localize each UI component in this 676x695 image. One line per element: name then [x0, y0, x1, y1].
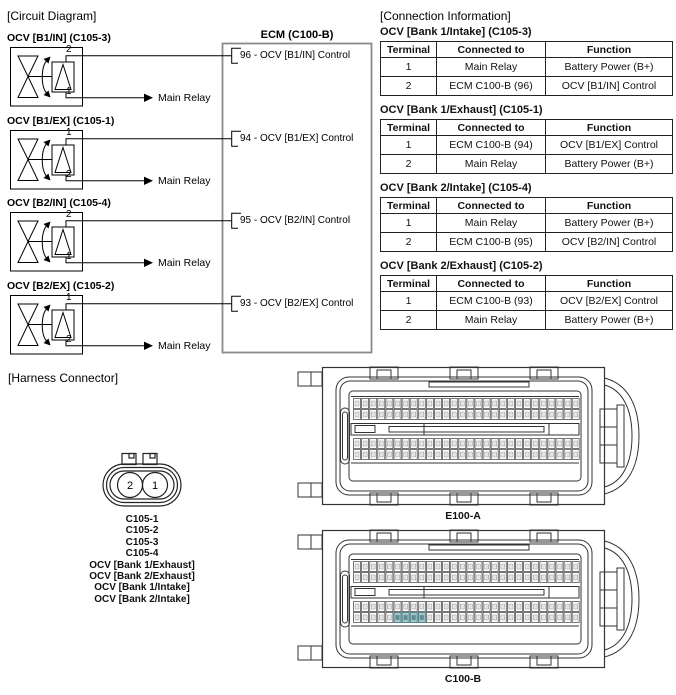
valve-symbol-b1-ex	[11, 131, 83, 190]
connector-id: OCV [Bank 2/Exhaust]	[89, 571, 195, 583]
main-relay-label: Main Relay	[158, 92, 211, 104]
table-row	[381, 77, 673, 96]
pin-grid	[354, 562, 580, 623]
connection-table-block	[380, 104, 676, 174]
connection-table	[380, 197, 673, 252]
harness-connector-heading: [Harness Connector]	[8, 371, 119, 385]
valve-symbol-b2-in	[11, 213, 83, 272]
terminal-number: 1	[66, 126, 72, 138]
table-title: OCV [Bank 2/Intake] (C105-4)	[380, 182, 532, 194]
terminal-number: 2	[66, 168, 72, 180]
connection-information-heading: [Connection Information]	[380, 9, 511, 23]
connector-id: C105-4	[125, 548, 159, 560]
terminal-number: 1	[66, 291, 72, 303]
table-row	[381, 311, 673, 330]
cell-terminal: 2	[381, 311, 437, 330]
ecm-connector-c100-b	[294, 527, 640, 671]
ecm-pin-label-96: 96 - OCV [B1/IN] Control	[240, 50, 351, 61]
col-header: Terminal	[381, 120, 437, 136]
cell-function: OCV [B1/EX] Control	[546, 136, 673, 155]
col-header: Terminal	[381, 276, 437, 292]
cell-terminal: 2	[381, 233, 437, 252]
col-header: Connected to	[437, 276, 546, 292]
connector-id: C105-3	[125, 536, 159, 548]
col-header: Terminal	[381, 198, 437, 214]
connection-table	[380, 119, 673, 174]
main-relay-label: Main Relay	[158, 257, 211, 269]
col-header: Connected to	[437, 198, 546, 214]
cell-function: OCV [B1/IN] Control	[546, 77, 673, 96]
table-row	[381, 136, 673, 155]
connection-table-block	[380, 182, 676, 252]
cell-function: Battery Power (B+)	[546, 58, 673, 77]
cell-connected-to: Main Relay	[437, 311, 546, 330]
terminal-number: 2	[66, 333, 72, 345]
terminal-number: 2	[66, 43, 72, 55]
pin-grid	[354, 399, 580, 460]
arrowhead	[144, 177, 153, 185]
cell-terminal: 1	[381, 292, 437, 311]
main-relay-label: Main Relay	[158, 340, 211, 352]
connection-table-block	[380, 26, 676, 96]
connector-label-e100-a: E100-A	[445, 510, 481, 522]
valve-symbol-b1-in	[11, 48, 83, 107]
cell-terminal: 1	[381, 136, 437, 155]
c105-connector-drawing	[99, 451, 187, 511]
cell-connected-to: ECM C100-B (93)	[437, 292, 546, 311]
col-header: Function	[546, 42, 673, 58]
cell-terminal: 1	[381, 214, 437, 233]
cell-function: Battery Power (B+)	[546, 155, 673, 174]
ecm-pin-label-95: 95 - OCV [B2/IN] Control	[240, 215, 351, 226]
ecm-connector-e100-a	[294, 364, 640, 508]
pin-number-2: 2	[126, 480, 134, 492]
cell-terminal: 2	[381, 77, 437, 96]
ecm-title: ECM (C100-B)	[260, 29, 334, 41]
cell-function: Battery Power (B+)	[546, 214, 673, 233]
table-row	[381, 233, 673, 252]
connector-label-c100-b: C100-B	[444, 673, 482, 685]
valve-label-b1-in: OCV [B1/IN] (C105-3)	[7, 31, 111, 44]
cell-function: OCV [B2/EX] Control	[546, 292, 673, 311]
col-header: Connected to	[437, 120, 546, 136]
cell-function: Battery Power (B+)	[546, 311, 673, 330]
table-title: OCV [Bank 1/Intake] (C105-3)	[380, 26, 532, 38]
col-header: Connected to	[437, 42, 546, 58]
cell-function: OCV [B2/IN] Control	[546, 233, 673, 252]
valve-label-b2-in: OCV [B2/IN] (C105-4)	[7, 196, 111, 209]
connector-id: C105-2	[125, 525, 159, 537]
terminal-number: 2	[66, 208, 72, 220]
cell-connected-to: Main Relay	[437, 214, 546, 233]
cell-connected-to: Main Relay	[437, 155, 546, 174]
connector-id: C105-1	[125, 514, 159, 525]
terminal-number: 1	[66, 85, 72, 97]
connector-id: OCV [Bank 1/Exhaust]	[89, 559, 195, 571]
ecm-pin-label-93: 93 - OCV [B2/EX] Control	[240, 298, 354, 309]
valve-symbol-b2-ex	[11, 296, 83, 355]
connector-id: OCV [Bank 1/Intake]	[94, 582, 190, 594]
table-title: OCV [Bank 1/Exhaust] (C105-1)	[380, 104, 543, 116]
table-row	[381, 155, 673, 174]
col-header: Function	[546, 120, 673, 136]
circuit-diagram-heading: [Circuit Diagram]	[7, 9, 97, 23]
cell-terminal: 1	[381, 58, 437, 77]
terminal-number: 1	[66, 250, 72, 262]
main-relay-label: Main Relay	[158, 175, 211, 187]
connection-information-section	[380, 26, 676, 338]
valve-label-b1-ex: OCV [B1/EX] (C105-1)	[7, 114, 115, 127]
connection-table	[380, 41, 673, 96]
table-row	[381, 214, 673, 233]
cell-terminal: 2	[381, 155, 437, 174]
arrowhead	[144, 94, 153, 102]
col-header: Terminal	[381, 42, 437, 58]
col-header: Function	[546, 276, 673, 292]
cell-connected-to: ECM C100-B (95)	[437, 233, 546, 252]
valve-label-b2-ex: OCV [B2/EX] (C105-2)	[7, 279, 115, 292]
cell-connected-to: ECM C100-B (96)	[437, 77, 546, 96]
cell-connected-to: ECM C100-B (94)	[437, 136, 546, 155]
ecm-pin-label-94: 94 - OCV [B1/EX] Control	[240, 133, 354, 144]
connection-table-block	[380, 260, 676, 330]
connector-id-labels	[52, 514, 232, 605]
connection-table	[380, 275, 673, 330]
arrowhead	[144, 259, 153, 267]
connector-id: OCV [Bank 2/Intake]	[94, 593, 190, 605]
pin-number-1: 1	[151, 480, 159, 492]
table-title: OCV [Bank 2/Exhaust] (C105-2)	[380, 260, 543, 272]
table-row	[381, 58, 673, 77]
table-row	[381, 292, 673, 311]
col-header: Function	[546, 198, 673, 214]
cell-connected-to: Main Relay	[437, 58, 546, 77]
arrowhead	[144, 342, 153, 350]
